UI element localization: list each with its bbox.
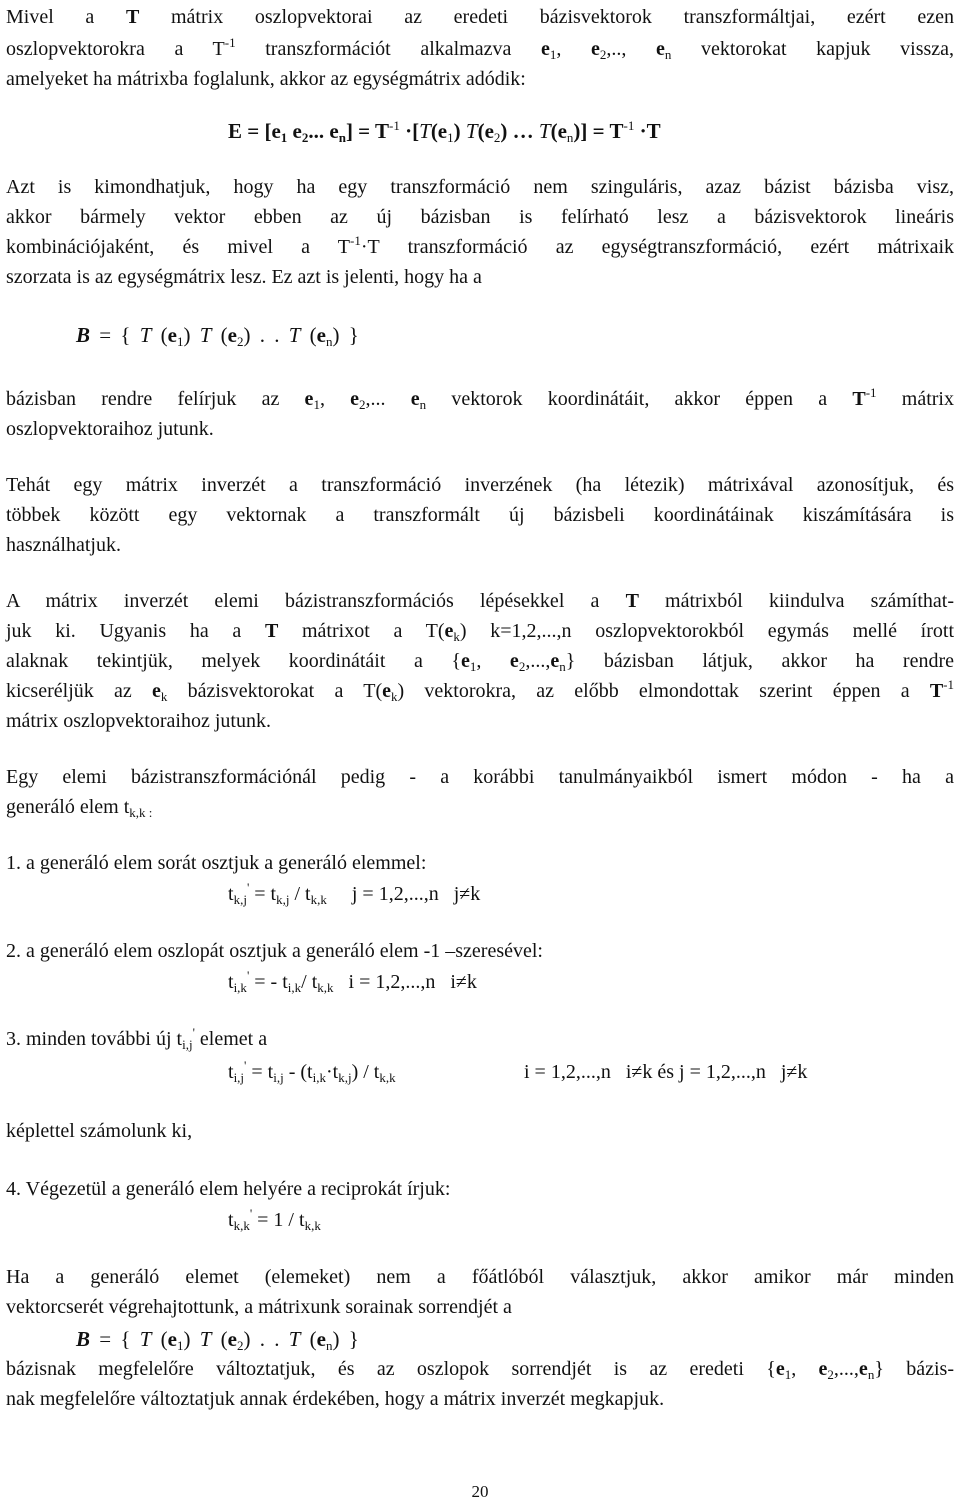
- paragraph-2-line-4: szorzata is az egységmátrix lesz. Ez azt is jelenti, hogy ha a: [6, 266, 482, 288]
- paragraph-5-line-2: juk ki. Ugyanis ha a T mátrixot a $T(e_k)$ k=1,2,...,n oszlopvektorokból egymás mellé írott: [6, 620, 955, 644]
- paragraph-2-line-2: akkor bármely vektor ebben az új bázisban is felírható lesz a bázisvektorok lineáris: [6, 206, 954, 228]
- paragraph-3-line-1: bázisban rendre felírjuk az $e_1$, $e_2$,... $e_n$ vektorok koordinátáit, akkor éppen a $T^{-1}$ mátrix: [6, 385, 954, 412]
- step-4-title: 4. Végezetül a generáló elem helyére a reciprokát írjuk:: [6, 1178, 451, 1200]
- paragraph-5-line-5: mátrix oszlopvektoraihoz jutunk.: [6, 710, 271, 732]
- paragraph-1-line-3: amelyeket ha mátrixba foglalunk, akkor az egységmátrix adódik:: [6, 68, 526, 90]
- paragraph-7-line-2: vektorcserét végrehajtottunk, a mátrixunk sorainak sorrendjét a: [6, 1296, 512, 1318]
- step-2-title: 2. a generáló elem oszlopát osztjuk a generáló elem -1 –szeresével:: [6, 940, 543, 962]
- page-number: 20: [471, 1482, 489, 1501]
- equation-basis-b: B = { T $(e_1)$ T $(e_2)$ . . T $(e_n)$ }: [76, 323, 359, 349]
- step-1-formula: $t_{k,j}' = t_{k,j} / t_{k,k}$ j = 1,2,...,n j≠k: [228, 880, 481, 907]
- step-4-formula: $t_{k,k}' = 1 / t_{k,k}$: [228, 1206, 321, 1233]
- paragraph-1-line-2: oszlopvektorokra a $T^{-1}$ transzformációt alkalmazva $e_1$, $e_2$,.., $e_n$ vektorokat kapjuk vissza,: [6, 35, 955, 62]
- paragraph-1-line-1: Mivel a T mátrix oszlopvektorai az eredeti bázisvektorok transzformáltjai, ezért ezen: [6, 6, 955, 28]
- paragraph-6-line-1: Egy elemi bázistranszformációnál pedig - a korábbi tanulmányaikból ismert módon - ha a: [6, 766, 954, 788]
- paragraph-7-line-1: Ha a generáló elemet (elemeket) nem a főátlóból választjuk, akkor amikor már minden: [6, 1266, 954, 1288]
- step-3-title: 3. minden további új $t_{i,j}'$ elemet a: [6, 1025, 268, 1052]
- equation-basis-b-repeat: B = { T $(e_1)$ T $(e_2)$ . . T $(e_n)$ }: [76, 1327, 359, 1353]
- paragraph-5-line-4: kicseréljük az $e_k$ bázisvektorokat a $T(e_k)$ vektorokra, az előbb elmondottak szerint éppen a $T^{-1}$: [6, 677, 955, 704]
- equation-identity: $E = [e_1$ $e_2$... $e_n] = T^{-1} \cdot[T(e_1)$ $T(e_2)$ … $T(e_n)] = T^{-1} \cdot T$: [228, 118, 661, 145]
- step-3-after: képlettel számolunk ki,: [6, 1120, 193, 1142]
- step-1-title: 1. a generáló elem sorát osztjuk a generáló elemmel:: [6, 852, 427, 874]
- paragraph-3-line-2: oszlopvektoraihoz jutunk.: [6, 418, 214, 440]
- paragraph-6-line-2: generáló elem $t_{k,k :}$: [6, 796, 153, 820]
- paragraph-5-line-1: A mátrix inverzét elemi bázistranszformációs lépésekkel a T mátrixból kiindulva számíthat-: [6, 590, 954, 612]
- paragraph-4-line-2: többek között egy vektornak a transzformált új bázisbeli koordinátáinak kiszámítására is: [6, 504, 954, 526]
- paragraph-7-line-3: bázisnak megfelelőre változtatjuk, és az oszlopok sorrendjét is az eredeti {$e_1$, $e_2,...,e_n$} bázis-: [6, 1358, 954, 1382]
- step-3-condition: i = 1,2,...,n i≠k és j = 1,2,...,n j≠k: [524, 1061, 808, 1083]
- step-3-formula: $t_{i,j}' = t_{i,j} - (t_{i,k}\cdot t_{k,j}) / t_{k,k}$: [228, 1058, 396, 1085]
- paragraph-2-line-3: kombinációjaként, és mivel a $T^{-1}\cdot T$ transzformáció az egységtranszformáció, ezért mátrixaik: [6, 233, 955, 258]
- paragraph-4-line-3: használhatjuk.: [6, 534, 121, 556]
- step-2-formula: $t_{i,k}'$ = - $t_{i,k}/$ $t_{k,k}$ i = 1,2,...,n i≠k: [228, 968, 477, 995]
- paragraph-7-line-4: nak megfelelőre változtatjuk annak érdekében, hogy a mátrix inverzét megkapjuk.: [6, 1388, 665, 1410]
- paragraph-5-line-3: alaknak tekintjük, melyek koordinátáit a {$e_1$, $e_2,...,e_n$} bázisban látjuk, akkor ha rendre: [6, 650, 955, 674]
- paragraph-4-line-1: Tehát egy mátrix inverzét a transzformáció inverzének (ha létezik) mátrixával azonosítjuk, és: [6, 474, 954, 496]
- paragraph-2-line-1: Azt is kimondhatjuk, hogy ha egy transzformáció nem szinguláris, azaz bázist bázisba visz,: [6, 176, 954, 198]
